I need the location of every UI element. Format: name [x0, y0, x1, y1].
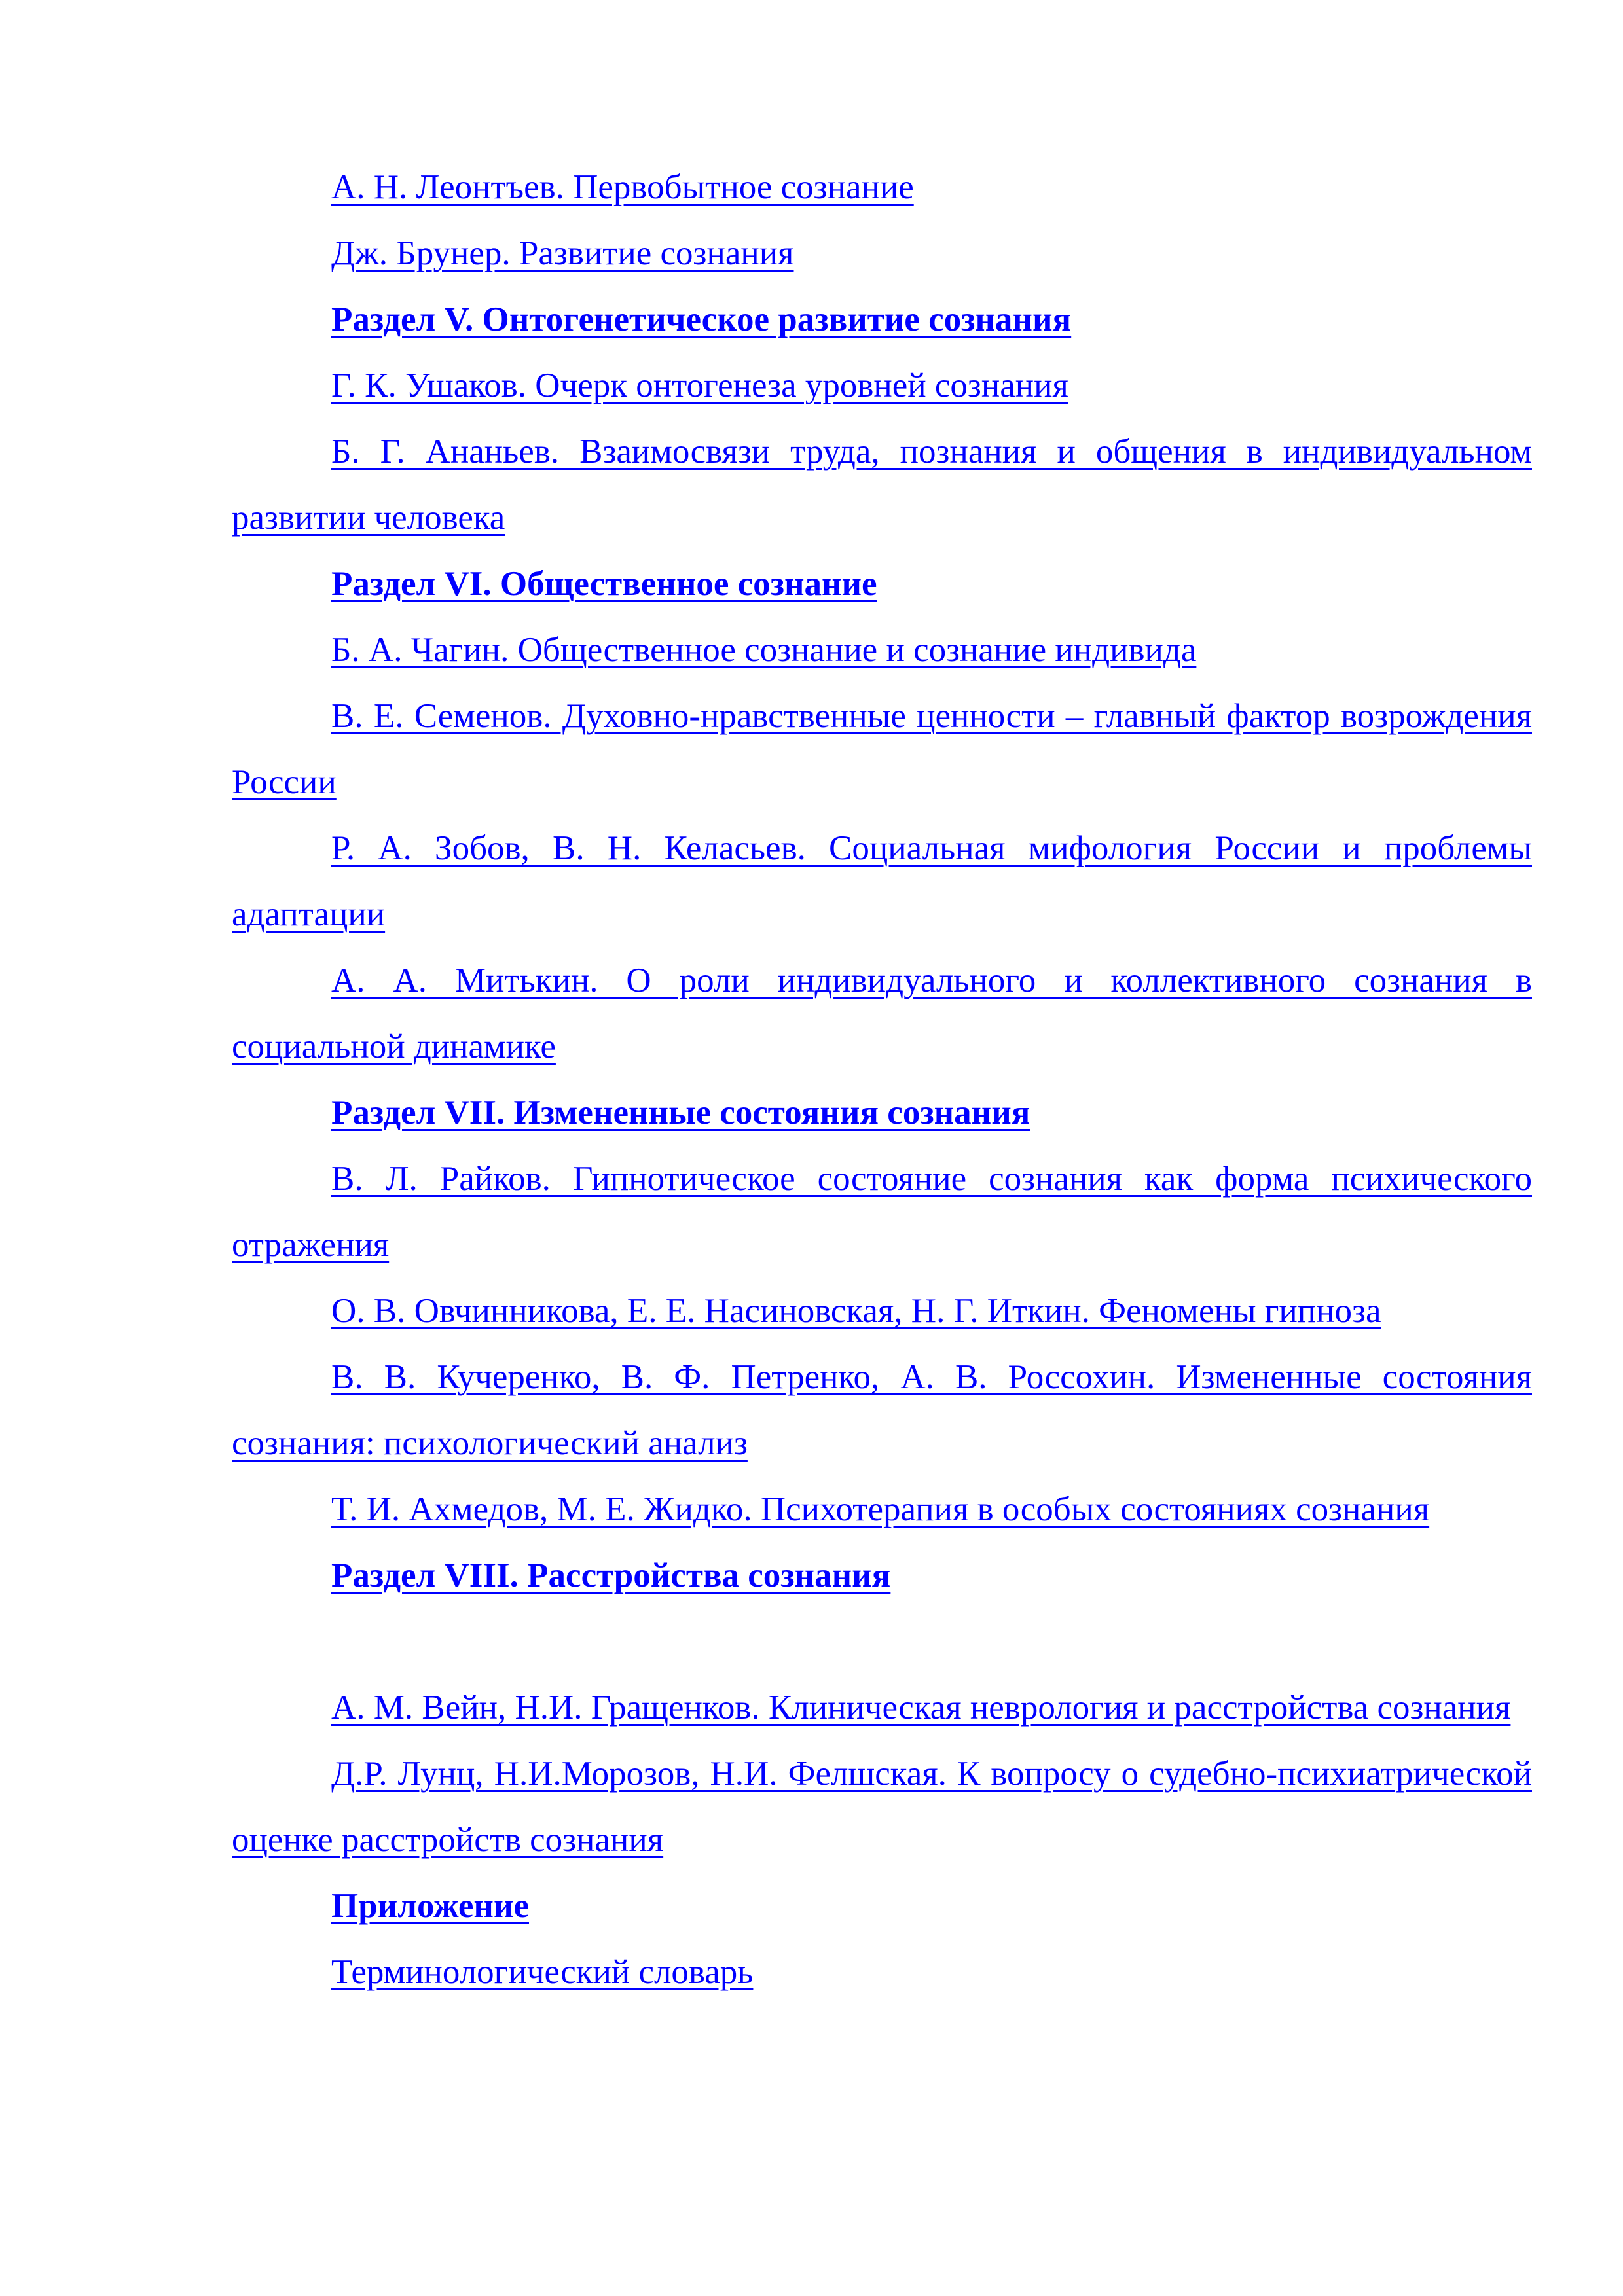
list-item: [232, 419, 1532, 551]
list-item: [232, 1939, 1532, 2005]
list-item: [232, 353, 1532, 419]
toc-link[interactable]: Р. А. Зобов, В. Н. Келасьев. Социальная мифология России и проблемы адаптации: [232, 829, 1532, 933]
toc-link[interactable]: Б. А. Чагин. Общественное сознание и сознание индивида: [331, 631, 1197, 669]
list-item: [232, 1146, 1532, 1278]
list-item: [232, 1477, 1532, 1543]
list-item: [232, 617, 1532, 683]
list-item: [232, 1675, 1532, 1741]
toc-link[interactable]: Терминологический словарь: [331, 1953, 754, 1991]
list-item: [232, 1080, 1532, 1146]
toc-link[interactable]: А. Н. Леонтъев. Первобытное сознание: [331, 168, 914, 206]
toc-link[interactable]: В. Е. Семенов. Духовно-нравственные ценности – главный фактор возрождения России: [232, 697, 1532, 801]
list-item: [232, 683, 1532, 816]
toc-link[interactable]: О. В. Овчинникова, Е. Е. Насиновская, Н. Г. Иткин. Феномены гипноза: [331, 1292, 1381, 1330]
list-item: [232, 816, 1532, 948]
list-item: [232, 551, 1532, 617]
toc-section-link[interactable]: Раздел VIII. Расстройства сознания: [331, 1556, 891, 1594]
toc-section-link[interactable]: Раздел VI. Общественное сознание: [331, 565, 877, 603]
toc-section-link[interactable]: Приложение: [331, 1887, 530, 1925]
list-item: [232, 1344, 1532, 1477]
list-item: [232, 1873, 1532, 1939]
toc-link[interactable]: В. В. Кучеренко, В. Ф. Петренко, А. В. Россохин. Измененные состояния сознания: психологический анализ: [232, 1358, 1532, 1462]
list-item: [232, 948, 1532, 1080]
toc-link[interactable]: Т. И. Ахмедов, М. Е. Жидко. Психотерапия в особых состояниях сознания: [331, 1490, 1430, 1528]
toc-link[interactable]: А. А. Митькин. О роли индивидуального и коллективного сознания в социальной динамике: [232, 961, 1532, 1066]
blank-line: [232, 1609, 1532, 1675]
list-item: [232, 1278, 1532, 1344]
toc-link[interactable]: Д.Р. Лунц, Н.И.Морозов, Н.И. Фелшская. К вопросу о судебно-психиатрической оценке расстройств сознания: [232, 1755, 1532, 1859]
list-item: [232, 221, 1532, 287]
toc-link[interactable]: Г. К. Ушаков. Очерк онтогенеза уровней сознания: [331, 367, 1068, 404]
toc-link[interactable]: В. Л. Райков. Гипнотическое состояние сознания как форма психического отражения: [232, 1160, 1532, 1264]
list-item: [232, 1741, 1532, 1873]
table-of-contents: [232, 154, 1532, 2005]
toc-section-link[interactable]: Раздел VII. Измененные состояния сознания: [331, 1094, 1030, 1132]
list-item: [232, 1543, 1532, 1609]
toc-link[interactable]: Дж. Брунер. Развитие сознания: [331, 234, 794, 272]
toc-section-link[interactable]: Раздел V. Онтогенетическое развитие сознания: [331, 300, 1072, 338]
toc-link[interactable]: Б. Г. Ананьев. Взаимосвязи труда, познания и общения в индивидуальном развитии человека: [232, 433, 1532, 537]
toc-link[interactable]: А. М. Вейн, Н.И. Гращенков. Клиническая неврология и расстройства сознания: [331, 1689, 1511, 1727]
list-item: [232, 287, 1532, 353]
list-item: [232, 154, 1532, 221]
